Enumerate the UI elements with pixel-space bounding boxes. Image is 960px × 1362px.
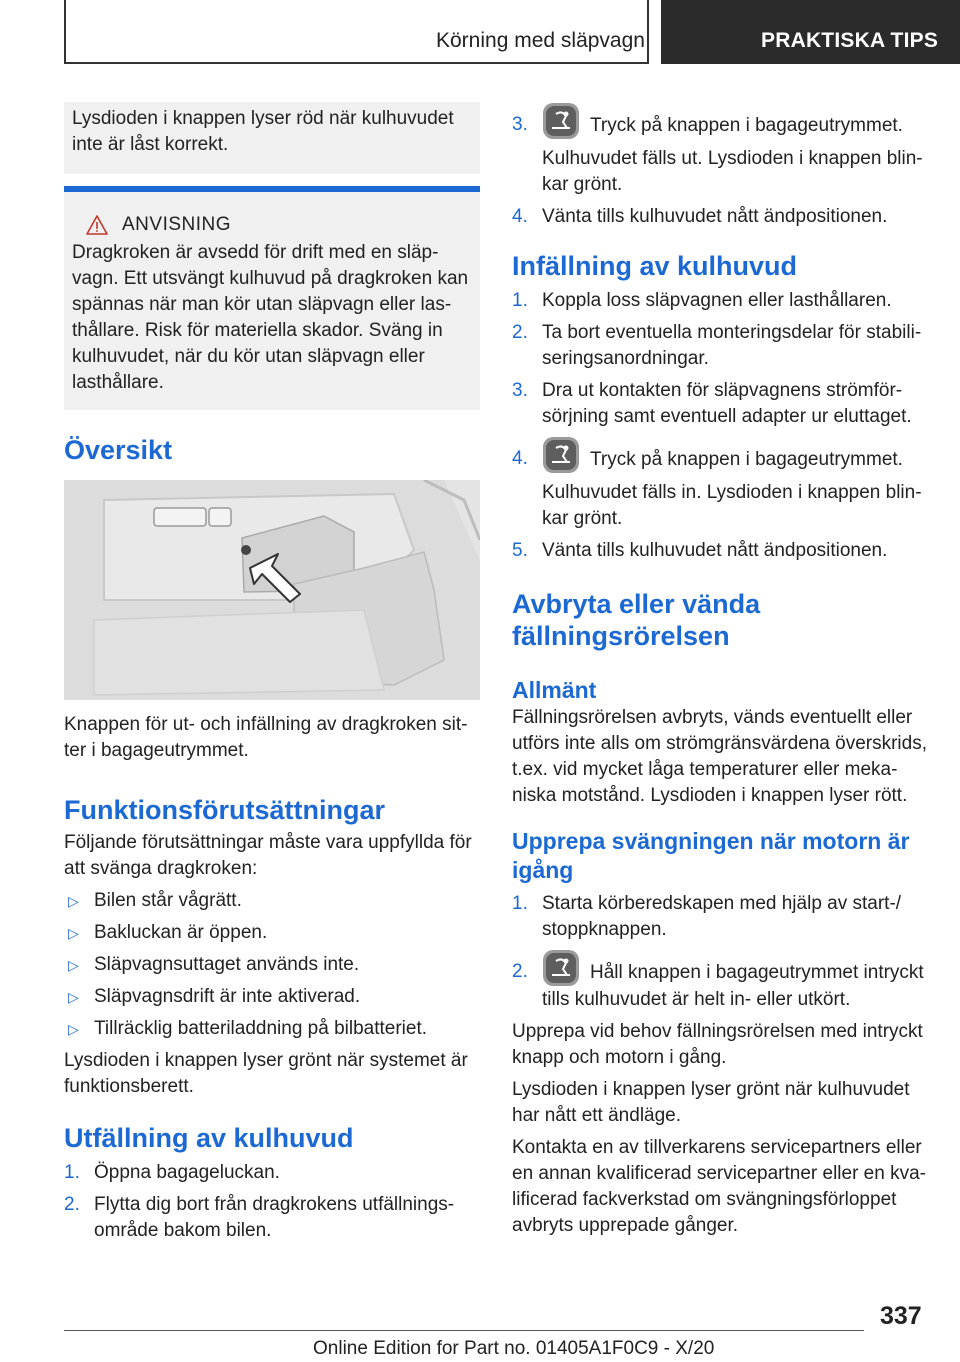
- image-caption: Knappen för ut- och infällning av dragkroken sitter i bagageutrymmet.: [64, 714, 468, 761]
- list-item: 4. Vänta tills kulhuvudet nått ändpositionen.: [512, 206, 888, 227]
- info-text: Lysdioden i knappen lyser röd när kulhuvudet inte är låst korrekt.: [72, 108, 454, 155]
- list-item: 1. Öppna bagageluckan.: [64, 1162, 280, 1183]
- list-item: ▷ Bakluckan är öppen.: [64, 920, 480, 946]
- chapter-tab: [661, 0, 960, 64]
- list-item: 2. Flytta dig bort från dragkrokens utfällningsområde bakom bilen.: [64, 1194, 455, 1241]
- triangle-bullet-icon: ▷: [68, 893, 79, 909]
- hitch-button-icon: [542, 102, 580, 140]
- requirements-outro: Lysdioden i knappen lyser grönt när systemet är funktionsberett.: [64, 1050, 468, 1097]
- extend-heading: Utfällning av kulhuvud: [64, 1123, 354, 1153]
- left-column: [64, 102, 480, 1244]
- retract-heading: Infällning av kulhuvud: [512, 251, 798, 281]
- chapter-title: PRAKTISKA TIPS: [761, 29, 939, 52]
- triangle-bullet-icon: ▷: [68, 989, 79, 1005]
- hitch-button-icon: [542, 949, 580, 987]
- list-item: 5. Vänta tills kulhuvudet nått ändpositionen.: [512, 540, 888, 561]
- warning-box: [64, 186, 480, 410]
- list-item: 2. Håll knappen i bagageutrymmet intryckt tills kulhuvudet är helt in- eller utkört.: [512, 959, 932, 1013]
- warning-title: ANVISNING: [122, 214, 232, 235]
- list-item: ▷ Tillräcklig batteriladdning på bilbatteriet.: [64, 1016, 480, 1042]
- list-item: 1. Koppla loss släpvagnen eller lasthållaren.: [512, 290, 892, 311]
- info-box: [64, 102, 480, 174]
- requirements-heading: Funktionsförutsättningar: [64, 795, 385, 825]
- repeat-paragraph-3: Kontakta en av tillverkarens servicepartners eller en annan kvalificerad servicepartner eller en kvalificerad fackverkstad om svängningsförloppet avbryts upprepade gånger.: [512, 1137, 926, 1236]
- list-item: 1. Starta körberedskapen med hjälp av start-/ stoppknappen.: [512, 893, 902, 940]
- warning-header: [72, 212, 472, 238]
- extend-steps-cont: [512, 112, 932, 230]
- trunk-illustration: [64, 480, 480, 700]
- general-text: Fällningsrörelsen avbryts, vänds eventuellt eller utförs inte alls om strömgränsvärdena överskrids, t.ex. vid mycket låga temperaturer eller mekaniska motstånd. Lysdioden i knappen lyser rött.: [512, 707, 927, 806]
- abort-heading: Avbryta eller vända fällningsrörelsen: [512, 589, 761, 651]
- requirements-list: [64, 888, 480, 1042]
- trunk-photo: [64, 480, 480, 700]
- page-number: 337: [880, 1302, 922, 1330]
- triangle-bullet-icon: ▷: [68, 925, 79, 941]
- footer-divider: [64, 1330, 864, 1331]
- general-heading: Allmänt: [512, 677, 597, 703]
- right-column: [512, 102, 932, 1239]
- list-item: ▷ Släpvagnsuttaget används inte.: [64, 952, 480, 978]
- warning-triangle-icon: [86, 215, 108, 235]
- list-item: ▷ Bilen står vågrätt.: [64, 888, 480, 914]
- list-item: 3. Dra ut kontakten för släpvagnens strömförsörjning samt eventuell adapter ur eluttaget.: [512, 380, 912, 427]
- list-item: ▷ Släpvagnsdrift är inte aktiverad.: [64, 984, 480, 1010]
- triangle-bullet-icon: ▷: [68, 957, 79, 973]
- hitch-button-icon: [542, 436, 580, 474]
- repeat-paragraph-2: Lysdioden i knappen lyser grönt när kulhuvudet har nått ett ändläge.: [512, 1079, 910, 1126]
- requirements-intro: Följande förutsättningar måste vara uppfyllda för att svänga dragkroken:: [64, 832, 472, 879]
- list-item: 2. Ta bort eventuella monteringsdelar för stabiliseringsanordningar.: [512, 322, 922, 369]
- repeat-heading: Upprepa svängningen när motorn är igång: [512, 828, 910, 883]
- retract-steps-list: [512, 288, 932, 564]
- footer-edition: Online Edition for Part no. 01405A1F0C9 - X/20: [313, 1338, 715, 1359]
- repeat-paragraph-1: Upprepa vid behov fällningsrörelsen med intryckt knapp och motorn i gång.: [512, 1021, 923, 1068]
- warning-text: Dragkroken är avsedd för drift med en släpvagn. Ett utsvängt kulhuvud på dragkroken kan spännas när man kör utan släpvagn eller lasthållare. Risk för materiella skador. Sväng in kulhuvudet, när du kör utan släpvagn eller lasthållare.: [72, 242, 469, 393]
- repeat-steps-list: [512, 891, 932, 1013]
- list-item: 3. Tryck på knappen i bagageutrymmet. Kulhuvudet fälls ut. Lysdioden i knappen blinkar grönt.: [512, 112, 932, 198]
- section-title: Körning med släpvagn: [436, 29, 645, 52]
- list-item: 4. Tryck på knappen i bagageutrymmet. Kulhuvudet fälls in. Lysdioden i knappen blinkar grönt.: [512, 446, 932, 532]
- overview-heading: Översikt: [64, 435, 173, 465]
- extend-steps-list: [64, 1160, 480, 1244]
- triangle-bullet-icon: ▷: [68, 1021, 79, 1037]
